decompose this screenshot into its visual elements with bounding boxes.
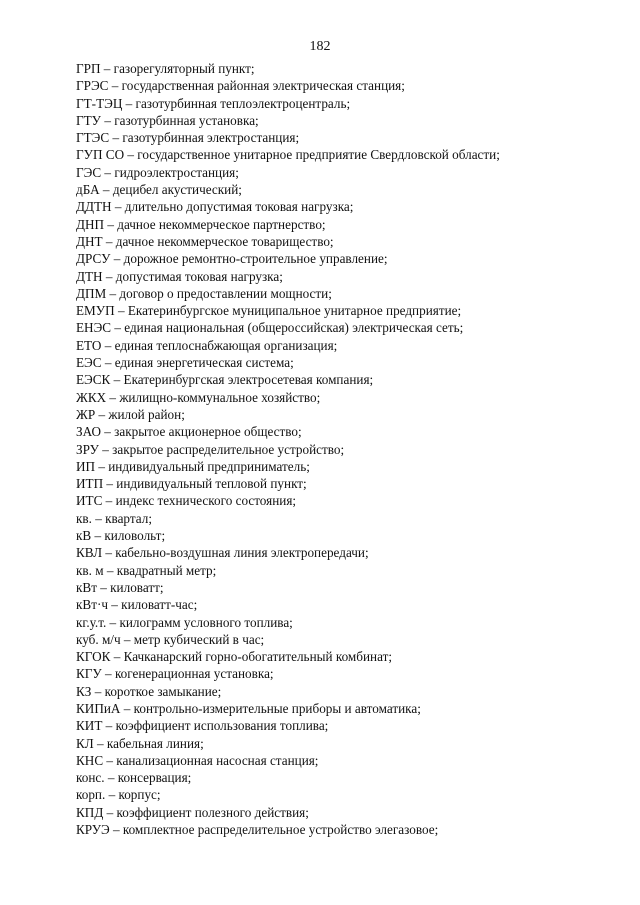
abbreviation-entry: КВЛ – кабельно-воздушная линия электропередачи; bbox=[76, 545, 369, 561]
abbreviation-entry: ЕМУП – Екатеринбургское муниципальное унитарное предприятие; bbox=[76, 303, 462, 319]
abbreviation-entry: корп. – корпус; bbox=[76, 787, 161, 803]
abbreviation-entry: КГУ – когенерационная установка; bbox=[76, 666, 274, 682]
abbreviation-entry: ГРП – газорегуляторный пункт; bbox=[76, 61, 255, 76]
abbreviation-entry: ЕНЭС – единая национальная (общероссийская) электрическая сеть; bbox=[76, 320, 464, 336]
abbreviation-entry: ДНП – дачное некоммерческое партнерство; bbox=[76, 216, 326, 232]
abbreviation-entry: ЕЭС – единая энергетическая система; bbox=[76, 355, 294, 371]
abbreviation-entry: дБА – децибел акустический; bbox=[76, 182, 242, 198]
abbreviation-entry: ИП – индивидуальный предприниматель; bbox=[76, 458, 310, 474]
abbreviation-entry: ДТН – допустимая токовая нагрузка; bbox=[76, 268, 283, 284]
abbreviation-entry: конс. – консервация; bbox=[76, 770, 192, 786]
abbreviation-entry: ГТУ – газотурбинная установка; bbox=[76, 112, 259, 128]
abbreviation-entry: ИТС – индекс технического состояния; bbox=[76, 493, 297, 509]
abbreviation-entry: КПД – коэффициент полезного действия; bbox=[76, 804, 309, 820]
abbreviation-entry: ЖКХ – жилищно-коммунальное хозяйство; bbox=[76, 389, 321, 405]
abbreviation-entry: ЗАО – закрытое акционерное общество; bbox=[76, 424, 302, 440]
abbreviation-entry: кв. м – квадратный метр; bbox=[76, 562, 217, 578]
abbreviation-entry: КЛ – кабельная линия; bbox=[76, 735, 204, 751]
abbreviation-list bbox=[76, 60, 616, 838]
abbreviation-entry: ИТП – индивидуальный тепловой пункт; bbox=[76, 476, 307, 492]
abbreviation-entry: ДДТН – длительно допустимая токовая нагрузка; bbox=[76, 199, 354, 215]
abbreviation-entry: КГОК – Качканарский горно-обогатительный комбинат; bbox=[76, 649, 393, 665]
abbreviation-entry: КЗ – короткое замыкание; bbox=[76, 683, 222, 699]
abbreviation-entry: ГРЭС – государственная районная электрическая станция; bbox=[76, 78, 405, 94]
abbreviation-entry: кв. – квартал; bbox=[76, 510, 152, 526]
abbreviation-entry: кВт·ч – киловатт-час; bbox=[76, 597, 198, 613]
abbreviation-entry: ЕЭСК – Екатеринбургская электросетевая компания; bbox=[76, 372, 374, 388]
abbreviation-entry: ДПМ – договор о предоставлении мощности; bbox=[76, 285, 332, 301]
abbreviation-entry: куб. м/ч – метр кубический в час; bbox=[76, 631, 265, 647]
abbreviation-entry: ДНТ – дачное некоммерческое товарищество; bbox=[76, 233, 334, 249]
abbreviation-entry: ГТЭС – газотурбинная электростанция; bbox=[76, 130, 300, 146]
abbreviation-entry: ЕТО – единая теплоснабжающая организация; bbox=[76, 337, 338, 353]
abbreviation-entry: кВт – киловатт; bbox=[76, 579, 164, 595]
abbreviation-entry: ЗРУ – закрытое распределительное устройство; bbox=[76, 441, 345, 457]
abbreviation-entry: КИТ – коэффициент использования топлива; bbox=[76, 718, 329, 734]
abbreviation-entry: ДРСУ – дорожное ремонтно-строительное управление; bbox=[76, 251, 388, 267]
abbreviation-entry: ГЭС – гидроэлектростанция; bbox=[76, 164, 239, 180]
abbreviation-entry: КИПиА – контрольно-измерительные приборы и автоматика; bbox=[76, 700, 421, 716]
abbreviation-entry: кг.у.т. – килограмм условного топлива; bbox=[76, 614, 293, 630]
abbreviation-entry: КНС – канализационная насосная станция; bbox=[76, 752, 319, 768]
abbreviation-entry: ГУП СО – государственное унитарное предприятие Свердловской области; bbox=[76, 147, 500, 163]
page-number: 182 bbox=[309, 39, 331, 54]
abbreviation-entry: ГТ-ТЭЦ – газотурбинная теплоэлектроцентраль; bbox=[76, 95, 351, 111]
abbreviation-entry: КРУЭ – комплектное распределительное устройство элегазовое; bbox=[76, 822, 439, 838]
abbreviation-entry: ЖР – жилой район; bbox=[76, 406, 185, 422]
abbreviation-entry: кВ – киловольт; bbox=[76, 528, 166, 544]
